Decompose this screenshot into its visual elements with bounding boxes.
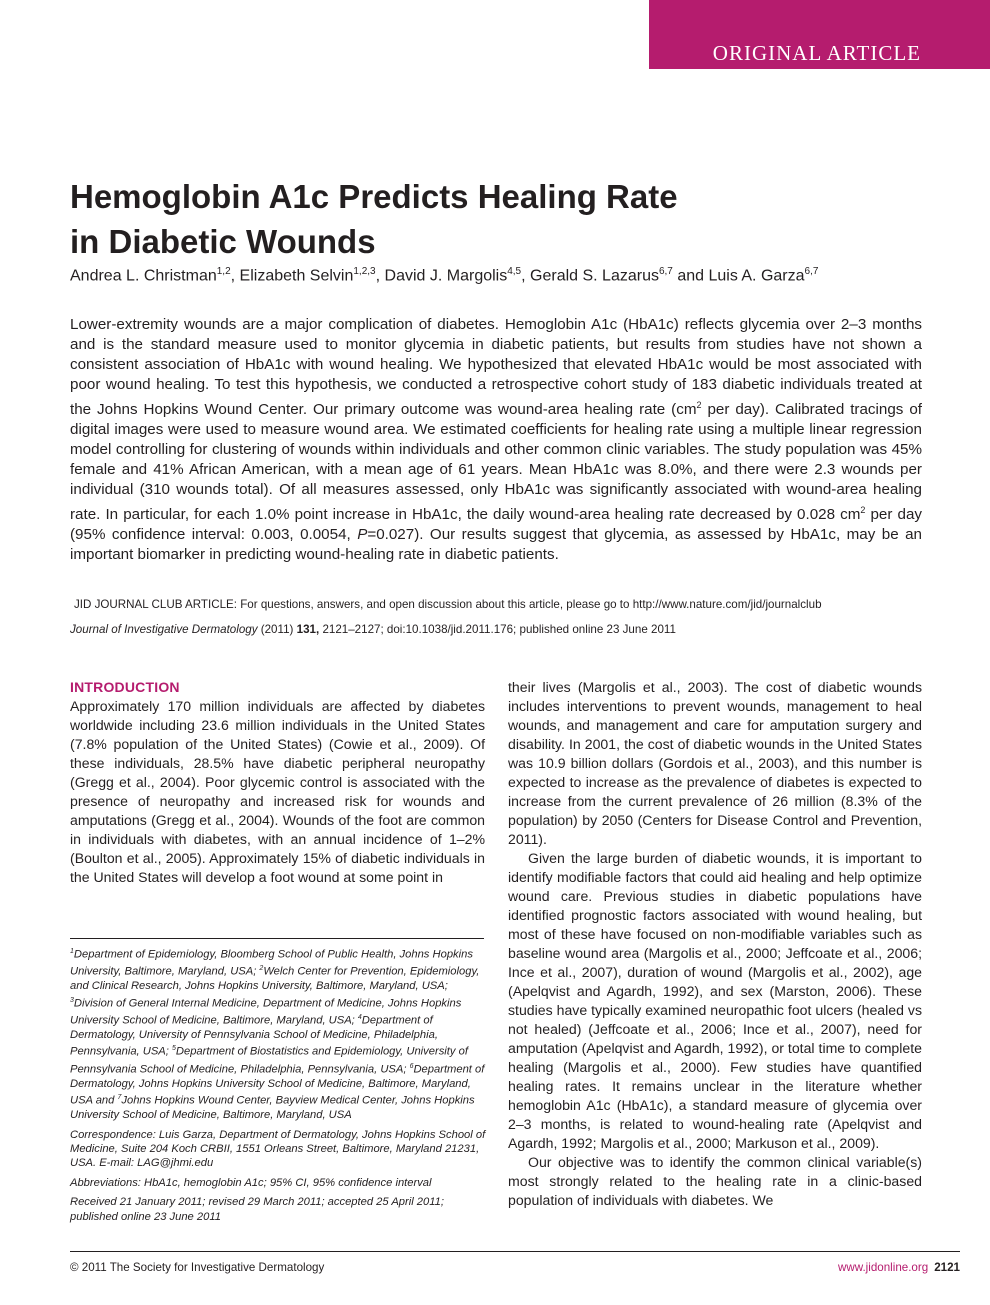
footnote-marker: 2 xyxy=(259,965,264,973)
affiliation-text: Division of General Internal Medicine, Department of Medicine, Johns Hopkins University School of Medicine, Baltimore, Maryland, USA; xyxy=(70,997,462,1027)
affiliations-footnote xyxy=(70,945,486,1123)
body-paragraph: Our objective was to identify the common clinical variable(s) most strongly related to the healing rate in a clinic-based population of individuals with diabetes. We xyxy=(508,1154,922,1208)
footer-copyright: © 2011 The Society for Investigative Dermatology xyxy=(70,1261,325,1274)
article-type-label: ORIGINAL ARTICLE xyxy=(712,41,921,65)
citation-volume: 131, xyxy=(296,623,320,636)
author-name: Luis A. Garza xyxy=(708,267,805,285)
footnote-marker: 1 xyxy=(70,948,74,955)
journal-website-link[interactable]: www.jidonline.org xyxy=(837,1261,929,1274)
footer-right xyxy=(838,1260,960,1276)
body-paragraph: their lives (Margolis et al., 2003). The cost of diabetic wounds includes interventions to prevent wounds, management to heal wounds, and management and care for amputation surgery and disability. In 2001, the cost of diabetic wounds in the United States was 10.9 billion dollars (Gordois et al., 2003), and this number is expected to increase as the prevalence of diabetes is expected to increase from the current prevalence of 26 million (8.3% of the population) by 2050 (Centers for Disease Control and Prevention, 2011). xyxy=(508,679,922,847)
author-separator: , xyxy=(375,267,385,285)
footer-divider xyxy=(70,1251,960,1252)
abstract-text: Lower-extremity wounds are a major complication of diabetes. Hemoglobin A1c (HbA1c) reflects glycemia over 2–3 months and is the standard measure used to monitor glycemia in diabetic patients, but results from studies have not shown a consistent association of HbA1c with wound healing. We hypothesized that elevated HbA1c would be most associated with poor wound healing. To test this hypothesis, we conducted a retrospective cohort study of 183 diabetic individuals treated at the Johns Hopkins Wound Center. Our primary outcome was wound-area healing rate (cm xyxy=(70,316,922,419)
section-heading-introduction: INTRODUCTION xyxy=(70,679,180,695)
author-affiliation: 4,5 xyxy=(507,266,522,277)
author-affiliation: 1,2 xyxy=(216,266,231,277)
title-line-1: Hemoglobin A1c Predicts Healing Rate xyxy=(70,178,678,215)
footnote-marker: 4 xyxy=(357,1013,362,1021)
author-list xyxy=(70,262,930,286)
abstract-superscript: 2 xyxy=(696,400,702,410)
author-name: Andrea L. Christman xyxy=(70,267,217,285)
affiliation-text: Department of Dermatology, Johns Hopkins University School of Medicine, Baltimore, Maryland, USA and xyxy=(70,1063,485,1107)
author-separator: , xyxy=(521,267,531,285)
author-affiliation: 6,7 xyxy=(658,266,673,277)
author-name: David J. Margolis xyxy=(384,267,508,285)
affiliation-text: Department of Biostatistics and Epidemiology, University of Pennsylvania School of Medicine, Philadelphia, Pennsylvania, USA; xyxy=(70,1046,468,1076)
footnote-marker: 3 xyxy=(70,996,74,1004)
abbreviations-footnote: Abbreviations: HbA1c, hemoglobin A1c; 95% CI, 95% confidence interval xyxy=(70,1176,432,1189)
affiliation-text: Department of Epidemiology, Bloomberg School of Public Health, Johns Hopkins University, Baltimore, Maryland, USA; xyxy=(70,948,473,978)
author-name: Elizabeth Selvin xyxy=(239,267,354,285)
p-value-symbol: P xyxy=(357,526,368,544)
journal-club-note: JID JOURNAL CLUB ARTICLE: For questions, answers, and open discussion about this article, please go to http://www.nature.com/jid/journalclub xyxy=(74,598,822,611)
author-separator: and xyxy=(672,267,709,285)
footnotes xyxy=(70,945,486,1229)
citation-details: 2121–2127; doi:10.1038/jid.2011.176; published online 23 June 2011 xyxy=(319,623,676,636)
affiliation-text: Department of Dermatology, University of Pennsylvania School of Medicine, Philadelphia, Pennsylvania, USA; xyxy=(70,1014,438,1059)
author-affiliation: 6,7 xyxy=(804,266,819,277)
article-title xyxy=(70,174,830,264)
abstract-superscript: 2 xyxy=(860,505,866,516)
abstract-text: =0.027). Our results suggest that glycemia, as assessed by HbA1c, may be an important biomarker in predicting wound-healing rate in diabetic patients. xyxy=(70,526,922,564)
correspondence-footnote: Correspondence: Luis Garza, Department of Dermatology, Johns Hopkins School of Medicine, Suite 204 Koch CRBII, 1551 Orleans Street, Baltimore, Maryland 21231, USA. E-mail: LAG@jhmi.edu xyxy=(70,1128,486,1170)
article-type-banner xyxy=(649,0,990,69)
footnote-divider xyxy=(70,938,484,939)
author-name: Gerald S. Lazarus xyxy=(530,267,659,285)
received-dates-footnote: Received 21 January 2011; revised 29 March 2011; accepted 25 April 2011; published online 23 June 2011 xyxy=(70,1196,444,1223)
citation-year: (2011) xyxy=(257,623,297,636)
abstract-text: per day). Calibrated tracings of digital images were used to measure wound area. We estimated coefficients for healing rate using a multiple linear regression model controlling for clustering of wounds within individuals and other common clinic variables. The study population was 45% female and 41% African American, with a mean age of 61 years. Mean HbA1c was 8.0%, and there were 2.3 wounds per individual (310 wounds total). Of all measures assessed, only HbA1c was significantly associated with wound-area healing rate. In particular, for each 1.0% point increase in HbA1c, the daily wound-area healing rate decreased by 0.028 cm xyxy=(70,401,922,524)
author-affiliation: 1,2,3 xyxy=(353,266,376,277)
footnote-marker: 5 xyxy=(171,1045,176,1053)
citation-line xyxy=(70,622,930,638)
abstract xyxy=(70,315,922,565)
author-separator: , xyxy=(230,267,240,285)
affiliation-text: Johns Hopkins Wound Center, Bayview Medical Center, Johns Hopkins University School of Medicine, Baltimore, Maryland, USA xyxy=(70,1094,475,1122)
title-line-2: in Diabetic Wounds xyxy=(70,223,376,260)
right-column xyxy=(508,678,922,1210)
left-column xyxy=(70,678,485,887)
body-paragraph: Approximately 170 million individuals are affected by diabetes worldwide including 23.6 million individuals in the United States (7.8% population of the United States) (Cowie et al., 2009). Of these individuals, 28.5% have diabetic peripheral neuropathy (Gregg et al., 2004). Poor glycemic control is associated with the presence of neuropathy and increased risk for wounds and amputations (Gregg et al., 2004). Wounds of the foot are common in individuals with diabetes, with an annual incidence of 1–2% (Boulton et al., 2005). Approximately 15% of diabetic individuals in the United States will develop a foot wound at some point in xyxy=(70,698,485,885)
page-number: 2121 xyxy=(934,1261,960,1274)
abstract-text: per day (95% confidence interval: 0.003, 0.0054, xyxy=(70,506,922,544)
footnote-marker: 7 xyxy=(117,1094,122,1102)
footnote-marker: 6 xyxy=(409,1062,414,1070)
journal-name: Journal of Investigative Dermatology xyxy=(70,623,258,636)
body-paragraph: Given the large burden of diabetic wounds, it is important to identify modifiable factors that could aid healing and help optimize wound care. Previous studies in diabetic populations have identified prognostic factors associated with wound healing, but most of these have focused on non-modifiable variables such as baseline wound area (Margolis et al., 2000; Jeffcoate et al., 2006; Ince et al., 2007), duration of wound (Margolis et al., 2002), age (Apelqvist and Agardh, 1992), and sex (Marston, 2006). These studies have typically examined neuropathic foot ulcers (healed vs not healed) (Jeffcoate et al., 2006; Ince et al., 2007), need for amputation (Apelqvist and Agardh, 1992), or total time to complete healing (Margolis et al., 2000). Few studies have quantified healing rates. It remains unclear in the literature whether hemoglobin A1c (HbA1c), a standard measure of glycemia over 2–3 months, is related to wound-healing rate (Apelqvist and Agardh, 1992; Margolis et al., 2000; Markuson et al., 2009). xyxy=(508,850,922,1151)
affiliation-text: Welch Center for Prevention, Epidemiology, and Clinical Research, Johns Hopkins University, Baltimore, Maryland, USA; xyxy=(70,965,480,993)
